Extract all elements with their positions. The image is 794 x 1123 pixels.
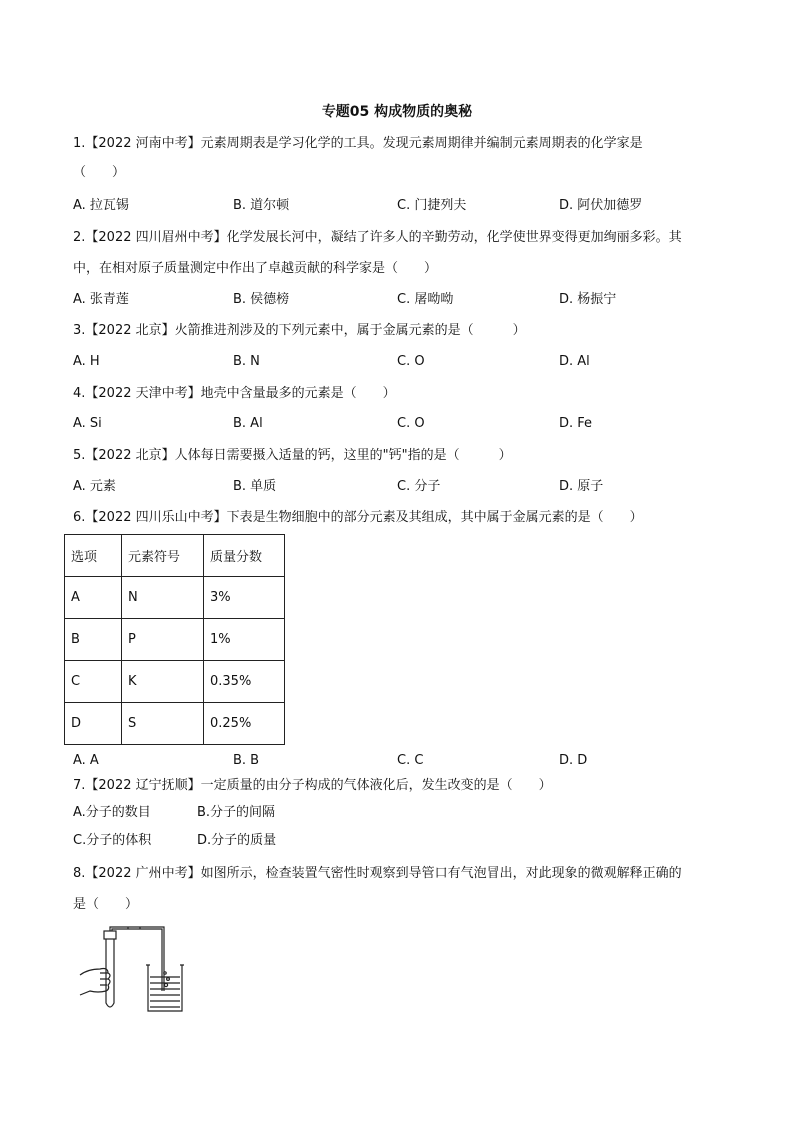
table-cell: B xyxy=(65,619,122,661)
option-a: A. A xyxy=(73,753,99,768)
question-7-stem: 7.【2022 辽宁抚顺】一定质量的由分子构成的气体液化后，发生改变的是（ ） xyxy=(73,778,552,793)
table-header-row xyxy=(65,535,285,577)
option-a: A. 张青莲 xyxy=(73,292,129,307)
question-4-stem: 4.【2022 天津中考】地壳中含量最多的元素是（ ） xyxy=(73,386,396,401)
question-6-options xyxy=(73,752,733,770)
element-table xyxy=(64,534,285,745)
option-d: D. Fe xyxy=(559,416,593,431)
option-a: A. 拉瓦锡 xyxy=(73,198,129,213)
option-c: C. 屠呦呦 xyxy=(397,292,454,307)
option-b: B. 侯德榜 xyxy=(233,292,290,307)
table-row xyxy=(65,703,285,745)
option-a: A. H xyxy=(73,354,100,369)
question-8-stem: 8.【2022 广州中考】如图所示，检查装置气密性时观察到导管口有气泡冒出，对此现象的微观解释正确的 xyxy=(73,866,682,881)
table-cell: N xyxy=(122,577,204,619)
table-cell: P xyxy=(122,619,204,661)
option-d: D. 原子 xyxy=(559,479,604,494)
option-b: B.分子的间隔 xyxy=(197,805,276,820)
table-cell: D xyxy=(65,703,122,745)
question-8-stem-cont: 是（ ） xyxy=(73,897,139,912)
question-1-stem: 1.【2022 河南中考】元素周期表是学习化学的工具。发现元素周期律并编制元素周期表的化学家是 xyxy=(73,136,643,151)
question-4-options xyxy=(73,415,733,433)
option-c: C.分子的体积 xyxy=(73,833,152,848)
option-a: A. Si xyxy=(73,416,102,431)
question-1-options xyxy=(73,197,733,215)
table-cell: S xyxy=(122,703,204,745)
option-c: C. C xyxy=(397,753,424,768)
option-d: D. 阿伏加德罗 xyxy=(559,198,643,213)
question-2-stem-cont: 中，在相对原子质量测定中作出了卓越贡献的科学家是（ ） xyxy=(73,261,438,276)
option-b: B. 道尔顿 xyxy=(233,198,290,213)
question-2-options xyxy=(73,291,733,309)
question-1-stem-cont: （ ） xyxy=(73,165,126,180)
option-a: A. 元素 xyxy=(73,479,116,494)
option-c: C. O xyxy=(397,354,425,369)
table-row xyxy=(65,577,285,619)
table-header: 质量分数 xyxy=(204,535,285,577)
option-d: D. D xyxy=(559,753,588,768)
question-5-options xyxy=(73,478,733,496)
option-d: D. Al xyxy=(559,354,590,369)
question-6-stem: 6.【2022 四川乐山中考】下表是生物细胞中的部分元素及其组成，其中属于金属元素的是（ ） xyxy=(73,510,643,525)
question-5-stem: 5.【2022 北京】人体每日需要摄入适量的钙，这里的"钙"指的是（ ） xyxy=(73,448,512,463)
option-b: B. Al xyxy=(233,416,263,431)
airtightness-apparatus-figure xyxy=(78,925,194,1017)
option-b: B. B xyxy=(233,753,260,768)
table-cell: C xyxy=(65,661,122,703)
page-title: 专题05 构成物质的奥秘 xyxy=(321,104,473,120)
question-3-stem: 3.【2022 北京】火箭推进剂涉及的下列元素中，属于金属元素的是（ ） xyxy=(73,323,526,338)
table-cell: 0.35% xyxy=(204,661,285,703)
option-c: C. 分子 xyxy=(397,479,441,494)
question-3-options xyxy=(73,353,733,371)
table-header: 选项 xyxy=(65,535,122,577)
option-b: B. N xyxy=(233,354,260,369)
table-row xyxy=(65,661,285,703)
table-header: 元素符号 xyxy=(122,535,204,577)
option-c: C. 门捷列夫 xyxy=(397,198,467,213)
table-cell: K xyxy=(122,661,204,703)
option-c: C. O xyxy=(397,416,425,431)
option-d: D.分子的质量 xyxy=(197,833,277,848)
table-row xyxy=(65,619,285,661)
question-2-stem: 2.【2022 四川眉州中考】化学发展长河中，凝结了许多人的辛勤劳动，化学使世界变得更加绚丽多彩。其 xyxy=(73,230,682,245)
option-a: A.分子的数目 xyxy=(73,805,151,820)
table-cell: A xyxy=(65,577,122,619)
option-b: B. 单质 xyxy=(233,479,277,494)
option-d: D. 杨振宁 xyxy=(559,292,617,307)
table-cell: 1% xyxy=(204,619,285,661)
table-cell: 3% xyxy=(204,577,285,619)
table-cell: 0.25% xyxy=(204,703,285,745)
